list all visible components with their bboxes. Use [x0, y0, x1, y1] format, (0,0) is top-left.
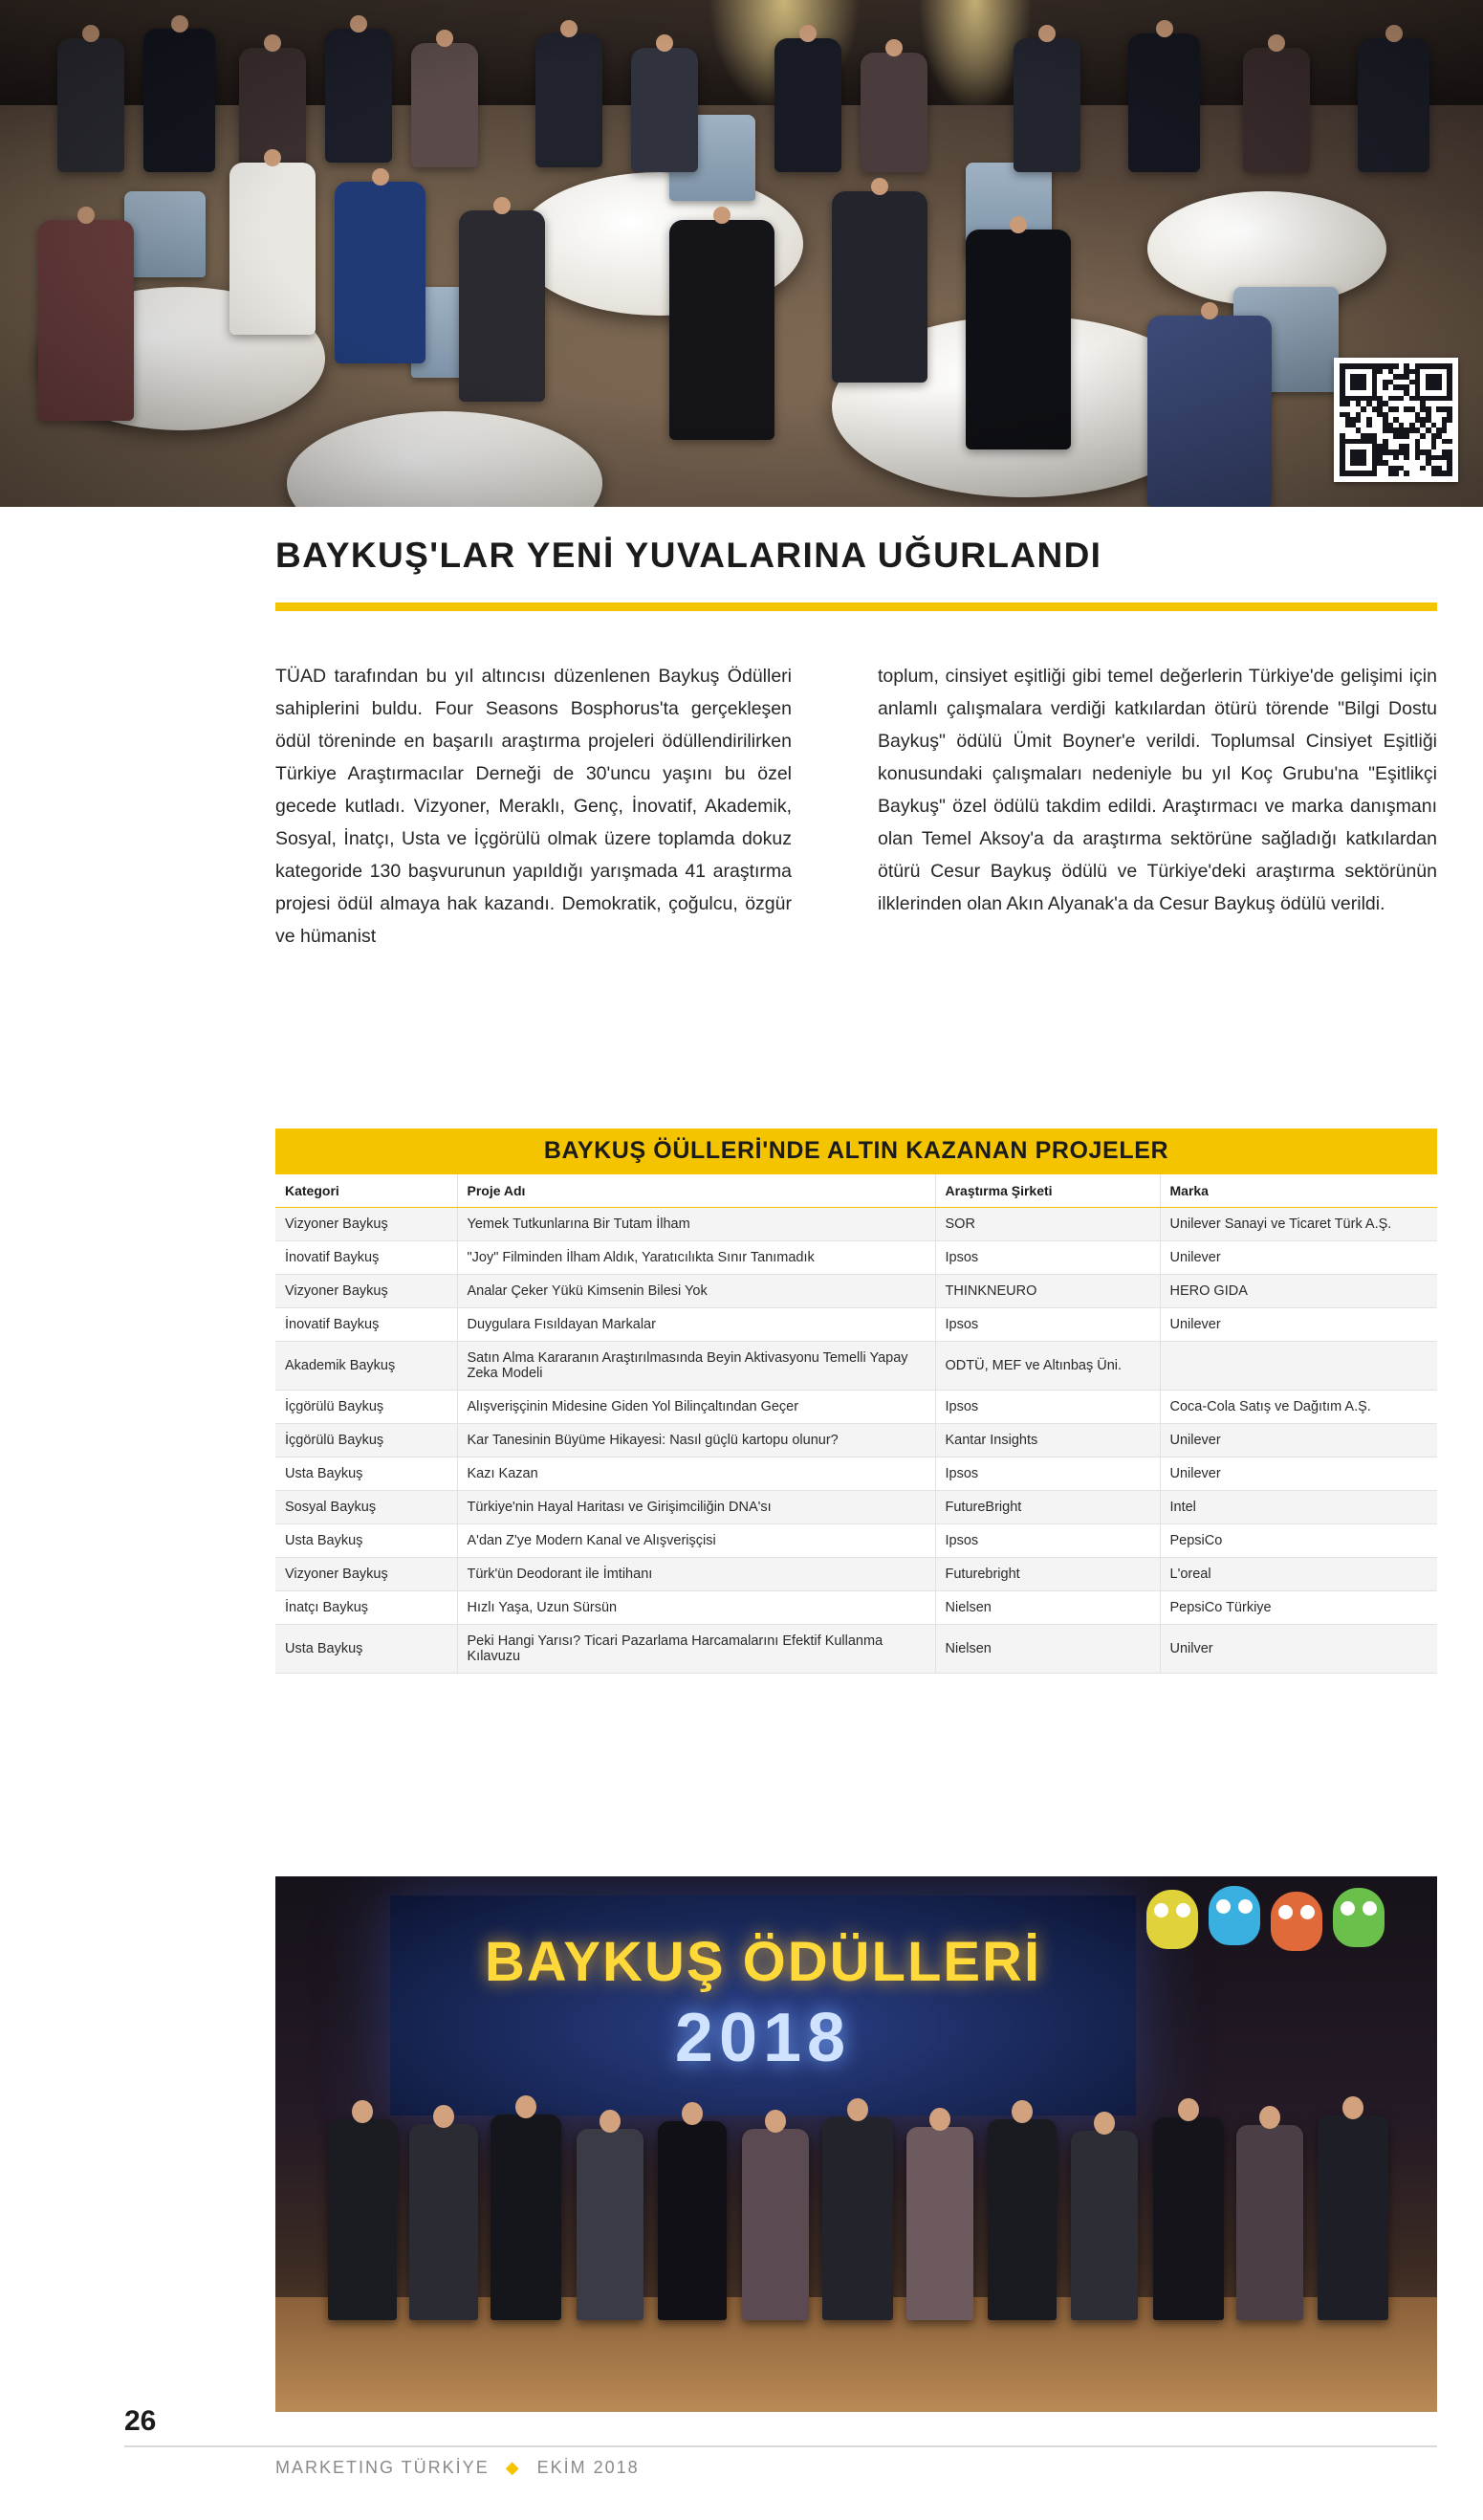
- owl-icon: [1271, 1892, 1322, 1951]
- table-cell: Sosyal Baykuş: [275, 1491, 457, 1524]
- page-title: BAYKUŞ'LAR YENİ YUVALARINA UĞURLANDI: [275, 536, 1102, 575]
- table-row: [275, 1241, 1437, 1275]
- table-cell: Usta Baykuş: [275, 1625, 457, 1674]
- table-cell: Intel: [1160, 1491, 1437, 1524]
- table-cell: Alışverişçinin Midesine Giden Yol Bilinçaltından Geçer: [457, 1391, 935, 1424]
- award-winner: [1153, 2117, 1224, 2320]
- awards-table-section: [275, 1129, 1437, 1674]
- table-cell: Peki Hangi Yarısı? Ticari Pazarlama Harcamalarını Efektif Kullanma Kılavuzu: [457, 1625, 935, 1674]
- award-winner: [577, 2129, 643, 2320]
- table-cell: [1160, 1342, 1437, 1391]
- table-cell: Vizyoner Baykuş: [275, 1208, 457, 1241]
- table-row: [275, 1308, 1437, 1342]
- table-cell: Usta Baykuş: [275, 1524, 457, 1558]
- hero-photo-gala-dinner: [0, 0, 1483, 507]
- table-cell: İnovatif Baykuş: [275, 1241, 457, 1275]
- table-cell: Usta Baykuş: [275, 1457, 457, 1491]
- table-cell: Kazı Kazan: [457, 1457, 935, 1491]
- table-row: [275, 1558, 1437, 1591]
- table-cell: L'oreal: [1160, 1558, 1437, 1591]
- stage-screen-title: BAYKUŞ ÖDÜLLERİ: [484, 1931, 1042, 1993]
- footer-separator-icon: ◆: [505, 2458, 521, 2477]
- table-cell: "Joy" Filminden İlham Aldık, Yaratıcılıkta Sınır Tanımadık: [457, 1241, 935, 1275]
- table-cell: Türk'ün Deodorant ile İmtihanı: [457, 1558, 935, 1591]
- award-winner: [1071, 2131, 1138, 2320]
- title-underline-rule: [275, 603, 1437, 611]
- table-cell: Satın Alma Kararanın Araştırılmasında Beyin Aktivasyonu Temelli Yapay Zeka Modeli: [457, 1342, 935, 1391]
- table-cell: Vizyoner Baykuş: [275, 1275, 457, 1308]
- table-cell: SOR: [935, 1208, 1160, 1241]
- table-cell: Türkiye'nin Hayal Haritası ve Girişimciliğin DNA'sı: [457, 1491, 935, 1524]
- table-cell: Ipsos: [935, 1524, 1160, 1558]
- table-cell: İçgörülü Baykuş: [275, 1391, 457, 1424]
- table-cell: Unilever: [1160, 1457, 1437, 1491]
- table-cell: Unilever: [1160, 1424, 1437, 1457]
- table-row: [275, 1491, 1437, 1524]
- award-winner: [658, 2121, 727, 2320]
- footer-publication-line: [275, 2458, 640, 2478]
- table-cell: Unilever: [1160, 1241, 1437, 1275]
- bottom-photo-award-ceremony: [275, 1876, 1437, 2412]
- awards-table-body: [275, 1208, 1437, 1674]
- table-cell: PepsiCo: [1160, 1524, 1437, 1558]
- table-header-marka: Marka: [1160, 1174, 1437, 1208]
- table-cell: PepsiCo Türkiye: [1160, 1591, 1437, 1625]
- table-cell: Unilever Sanayi ve Ticaret Türk A.Ş.: [1160, 1208, 1437, 1241]
- award-winner: [1318, 2115, 1388, 2320]
- table-cell: Ipsos: [935, 1457, 1160, 1491]
- table-row: [275, 1342, 1437, 1391]
- award-winner: [822, 2117, 893, 2320]
- owl-icon: [1333, 1888, 1385, 1947]
- table-header-row: [275, 1174, 1437, 1208]
- page-number: 26: [124, 2405, 157, 2437]
- table-cell: Hızlı Yaşa, Uzun Sürsün: [457, 1591, 935, 1625]
- awards-table-title: BAYKUŞ ÖÜLLERİ'NDE ALTIN KAZANAN PROJELER: [275, 1129, 1437, 1174]
- award-winner: [988, 2119, 1057, 2320]
- table-cell: Duygulara Fısıldayan Markalar: [457, 1308, 935, 1342]
- table-row: [275, 1208, 1437, 1241]
- award-winner: [906, 2127, 973, 2320]
- awards-table: [275, 1174, 1437, 1674]
- table-cell: Yemek Tutkunlarına Bir Tutam İlham: [457, 1208, 935, 1241]
- table-cell: Coca-Cola Satış ve Dağıtım A.Ş.: [1160, 1391, 1437, 1424]
- table-header-kategori: Kategori: [275, 1174, 457, 1208]
- article-body-column-left: TÜAD tarafından bu yıl altıncısı düzenlenen Baykuş Ödülleri sahiplerini buldu. Four Seasons Bosphorus'ta gerçekleşen ödül töreninde en başarılı araştırma projeleri ödüllendirilirken Türkiye Araştırmacılar Derneği de 30'uncu yaşını bu özel gecede kutladı. Vizyoner, Meraklı, Genç, İnovatif, Akademik, Sosyal, İnatçı, Usta ve İçgörülü olmak üzere toplamda dokuz kategoride 130 başvurunun yapıldığı yarışmada 41 araştırma projesi ödül almaya hak kazandı. Demokratik, çoğulcu, özgür ve hümanist: [275, 666, 792, 947]
- table-cell: Nielsen: [935, 1625, 1160, 1674]
- table-cell: Ipsos: [935, 1308, 1160, 1342]
- table-cell: Vizyoner Baykuş: [275, 1558, 457, 1591]
- stage-screen-year: 2018: [674, 2000, 852, 2076]
- table-cell: A'dan Z'ye Modern Kanal ve Alışverişçisi: [457, 1524, 935, 1558]
- award-winner: [1236, 2125, 1303, 2320]
- table-cell: HERO GIDA: [1160, 1275, 1437, 1308]
- table-row: [275, 1424, 1437, 1457]
- table-header-arastirma-sirketi: Araştırma Şirketi: [935, 1174, 1160, 1208]
- table-row: [275, 1625, 1437, 1674]
- qr-code-modules: [1340, 363, 1452, 476]
- stage-led-screen: [390, 1895, 1136, 2115]
- table-cell: Akademik Baykuş: [275, 1342, 457, 1391]
- footer-issue: EKİM 2018: [536, 2458, 640, 2477]
- award-winner: [328, 2119, 397, 2320]
- qr-code[interactable]: [1334, 358, 1458, 482]
- award-winner: [409, 2124, 478, 2320]
- table-header-proje-adi: Proje Adı: [457, 1174, 935, 1208]
- table-cell: THINKNEURO: [935, 1275, 1160, 1308]
- table-row: [275, 1391, 1437, 1424]
- table-cell: İçgörülü Baykuş: [275, 1424, 457, 1457]
- table-cell: Ipsos: [935, 1391, 1160, 1424]
- table-cell: Futurebright: [935, 1558, 1160, 1591]
- hero-vignette: [0, 0, 1483, 507]
- table-cell: Analar Çeker Yükü Kimsenin Bilesi Yok: [457, 1275, 935, 1308]
- table-cell: İnatçı Baykuş: [275, 1591, 457, 1625]
- footer-publication: MARKETING TÜRKİYE: [275, 2458, 490, 2477]
- table-row: [275, 1591, 1437, 1625]
- table-cell: Unilever: [1160, 1308, 1437, 1342]
- owl-icon: [1146, 1890, 1198, 1949]
- table-cell: ODTÜ, MEF ve Altınbaş Üni.: [935, 1342, 1160, 1391]
- table-cell: Kar Tanesinin Büyüme Hikayesi: Nasıl güçlü kartopu olunur?: [457, 1424, 935, 1457]
- table-cell: Ipsos: [935, 1241, 1160, 1275]
- table-cell: FutureBright: [935, 1491, 1160, 1524]
- table-cell: İnovatif Baykuş: [275, 1308, 457, 1342]
- award-winner: [742, 2129, 809, 2320]
- award-winner: [491, 2115, 561, 2320]
- table-cell: Kantar Insights: [935, 1424, 1160, 1457]
- owl-icon: [1209, 1886, 1260, 1945]
- table-row: [275, 1524, 1437, 1558]
- table-row: [275, 1457, 1437, 1491]
- table-cell: Unilver: [1160, 1625, 1437, 1674]
- table-row: [275, 1275, 1437, 1308]
- table-cell: Nielsen: [935, 1591, 1160, 1625]
- article-body-column-right: toplum, cinsiyet eşitliği gibi temel değerlerin Türkiye'de gelişimi için anlamlı çalışmalara verdiği katkılardan ötürü törende "Bilgi Dostu Baykuş" ödülü Ümit Boyner'e verildi. Toplumsal Cinsiyet Eşitliği konusundaki çalışmaları nedeniyle bu yıl Koç Grubu'na "Eşitlikçi Baykuş" özel ödülü takdim edildi. Araştırmacı ve marka danışmanı olan Temel Aksoy'a da araştırma sektörüne sağladığı katkılardan ötürü Cesur Baykuş ödülü ve Türkiye'deki araştırma sektörünün ilklerinden olan Akın Alyanak'a da Cesur Baykuş ödülü verildi.: [878, 666, 1437, 914]
- footer-divider: [124, 2445, 1437, 2447]
